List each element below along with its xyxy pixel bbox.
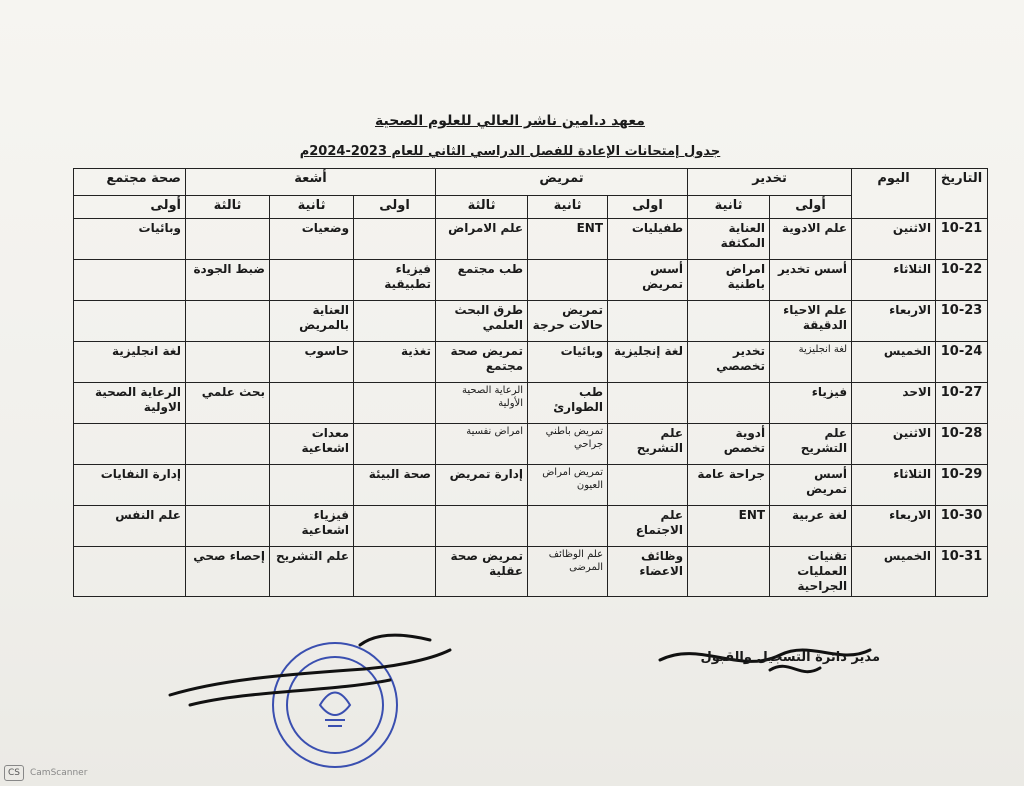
manager-title: مدير دائرة التسجيل والقبول [700, 650, 880, 665]
subject-cell: أسس تمريض [770, 465, 852, 506]
day-cell: الاربعاء [852, 506, 936, 547]
subject-cell: علم التشريح [770, 424, 852, 465]
table-row [74, 506, 988, 547]
date-cell: 10-29 [936, 465, 988, 506]
subject-cell [354, 547, 436, 597]
subject-cell: ضبط الجودة [186, 260, 270, 301]
level-comm-1: أولى [74, 196, 186, 219]
subject-cell: أسس تخدير [770, 260, 852, 301]
day-cell: الاحد [852, 383, 936, 424]
subject-cell: لغة عربية [770, 506, 852, 547]
stamp-icon [273, 643, 397, 767]
date-cell: 10-22 [936, 260, 988, 301]
subject-cell: علم التشريح [270, 547, 354, 597]
day-cell: الاثنين [852, 424, 936, 465]
date-cell: 10-24 [936, 342, 988, 383]
schedule-rows [74, 219, 988, 597]
subject-cell: تمريض باطني جراحي [528, 424, 608, 465]
subject-cell: علم الوظائف المرضى [528, 547, 608, 597]
subject-cell: لغة انجليزية [770, 342, 852, 383]
subject-cell [354, 219, 436, 260]
subject-cell: حاسوب [270, 342, 354, 383]
subject-cell [608, 301, 688, 342]
date-cell: 10-30 [936, 506, 988, 547]
subject-cell [186, 465, 270, 506]
subject-cell: تمريض امراض العيون [528, 465, 608, 506]
subject-cell: فيزياء تطبيقية [354, 260, 436, 301]
subject-cell [528, 260, 608, 301]
subject-cell [74, 260, 186, 301]
subject-cell: لغة انجليزية [74, 342, 186, 383]
group-radiology: أشعة [186, 169, 436, 196]
exam-schedule-table [73, 168, 988, 597]
subject-cell: العناية بالمريض [270, 301, 354, 342]
subject-cell [354, 301, 436, 342]
subject-cell: بحث علمي [186, 383, 270, 424]
day-cell: الثلاثاء [852, 465, 936, 506]
subject-cell: الرعاية الصحية الأولية [436, 383, 528, 424]
group-anesthesia: تخدير [688, 169, 852, 196]
group-nursing: تمريض [436, 169, 688, 196]
table-row [74, 260, 988, 301]
subject-cell: تمريض حالات حرجة [528, 301, 608, 342]
subject-cell: فيزياء [770, 383, 852, 424]
date-cell: 10-21 [936, 219, 988, 260]
subject-cell: أسس تمريض [608, 260, 688, 301]
subject-cell [270, 260, 354, 301]
subject-cell [186, 424, 270, 465]
table-row [74, 301, 988, 342]
subject-cell: علم النفس [74, 506, 186, 547]
day-header: اليوم [852, 169, 936, 219]
date-cell: 10-28 [936, 424, 988, 465]
schedule-subtitle: جدول إمتحانات الإعادة للفصل الدراسي الثاني للعام 2023-2024م [299, 144, 721, 159]
subject-cell [688, 301, 770, 342]
subject-cell: طفيليات [608, 219, 688, 260]
table-row [74, 383, 988, 424]
level-nurs-1: اولى [608, 196, 688, 219]
date-cell: 10-31 [936, 547, 988, 597]
date-cell: 10-23 [936, 301, 988, 342]
table-row [74, 219, 988, 260]
subject-cell [270, 383, 354, 424]
subject-cell [354, 383, 436, 424]
subject-cell: علم الادوية [770, 219, 852, 260]
subject-cell: تغذية [354, 342, 436, 383]
table-row [74, 424, 988, 465]
subject-cell [608, 383, 688, 424]
table-row [74, 547, 988, 597]
subject-cell: جراحة عامة [688, 465, 770, 506]
subject-cell: ENT [688, 506, 770, 547]
subject-cell [688, 383, 770, 424]
institute-title: معهد د.امين ناشر العالي للعلوم الصحية [375, 113, 645, 129]
subject-cell: العناية المكثفة [688, 219, 770, 260]
day-cell: الاربعاء [852, 301, 936, 342]
subject-cell: طب الطوارئ [528, 383, 608, 424]
subject-cell: معدات اشعاعية [270, 424, 354, 465]
level-header-row [74, 196, 988, 219]
subject-cell: ENT [528, 219, 608, 260]
level-nurs-2: ثانية [528, 196, 608, 219]
date-cell: 10-27 [936, 383, 988, 424]
level-rad-1: اولى [354, 196, 436, 219]
level-rad-2: ثانية [270, 196, 354, 219]
subject-cell [270, 465, 354, 506]
subject-cell: طب مجتمع [436, 260, 528, 301]
group-community: صحة مجتمع [74, 169, 186, 196]
subject-cell [186, 301, 270, 342]
subject-cell [74, 547, 186, 597]
subject-cell: علم الاحياء الدقيقة [770, 301, 852, 342]
subject-cell [354, 506, 436, 547]
subject-cell: علم التشريح [608, 424, 688, 465]
day-cell: الخميس [852, 547, 936, 597]
date-header: التاريخ [936, 169, 988, 219]
subject-cell [186, 342, 270, 383]
level-anes-1: أولى [770, 196, 852, 219]
subject-cell: إحصاء صحي [186, 547, 270, 597]
subject-cell: صحة البيئة [354, 465, 436, 506]
subject-cell [186, 506, 270, 547]
subject-cell: وظائف الاعضاء [608, 547, 688, 597]
subject-cell [74, 424, 186, 465]
subject-cell: وبائيات [74, 219, 186, 260]
subject-cell: أدوية تخصص [688, 424, 770, 465]
subject-cell: طرق البحث العلمي [436, 301, 528, 342]
camscanner-icon: CS [4, 765, 24, 781]
table-row [74, 465, 988, 506]
level-anes-2: ثانية [688, 196, 770, 219]
official-stamp-and-signature [130, 620, 460, 770]
level-nurs-3: ثالثة [436, 196, 528, 219]
subject-cell: لغة إنجليزية [608, 342, 688, 383]
scanner-footer [0, 762, 87, 784]
subject-cell: تخدير تخصصي [688, 342, 770, 383]
group-header-row [74, 169, 988, 196]
subject-cell [688, 547, 770, 597]
subject-cell [608, 465, 688, 506]
scanner-label: CamScanner [30, 768, 88, 778]
subject-cell: علم الاجتماع [608, 506, 688, 547]
day-cell: الخميس [852, 342, 936, 383]
signature-scribble-left [170, 635, 450, 705]
subject-cell: فيزياء اشعاعية [270, 506, 354, 547]
day-cell: الثلاثاء [852, 260, 936, 301]
subject-cell [528, 506, 608, 547]
subject-cell: وضعيات [270, 219, 354, 260]
subject-cell [74, 301, 186, 342]
subject-cell: علم الامراض [436, 219, 528, 260]
day-cell: الاثنين [852, 219, 936, 260]
subject-cell: امراض نفسية [436, 424, 528, 465]
subject-cell: إدارة النفايات [74, 465, 186, 506]
subject-cell [186, 219, 270, 260]
subject-cell [354, 424, 436, 465]
level-rad-3: ثالثة [186, 196, 270, 219]
subject-cell: تمريض صحة عقلية [436, 547, 528, 597]
table-row [74, 342, 988, 383]
subject-cell: إدارة تمريض [436, 465, 528, 506]
subject-cell: وبائيات [528, 342, 608, 383]
subject-cell: تمريض صحة مجتمع [436, 342, 528, 383]
subject-cell: تقنيات العمليات الجراحية [770, 547, 852, 597]
subject-cell [436, 506, 528, 547]
subject-cell: الرعاية الصحية الاولية [74, 383, 186, 424]
subject-cell: امراض باطنية [688, 260, 770, 301]
